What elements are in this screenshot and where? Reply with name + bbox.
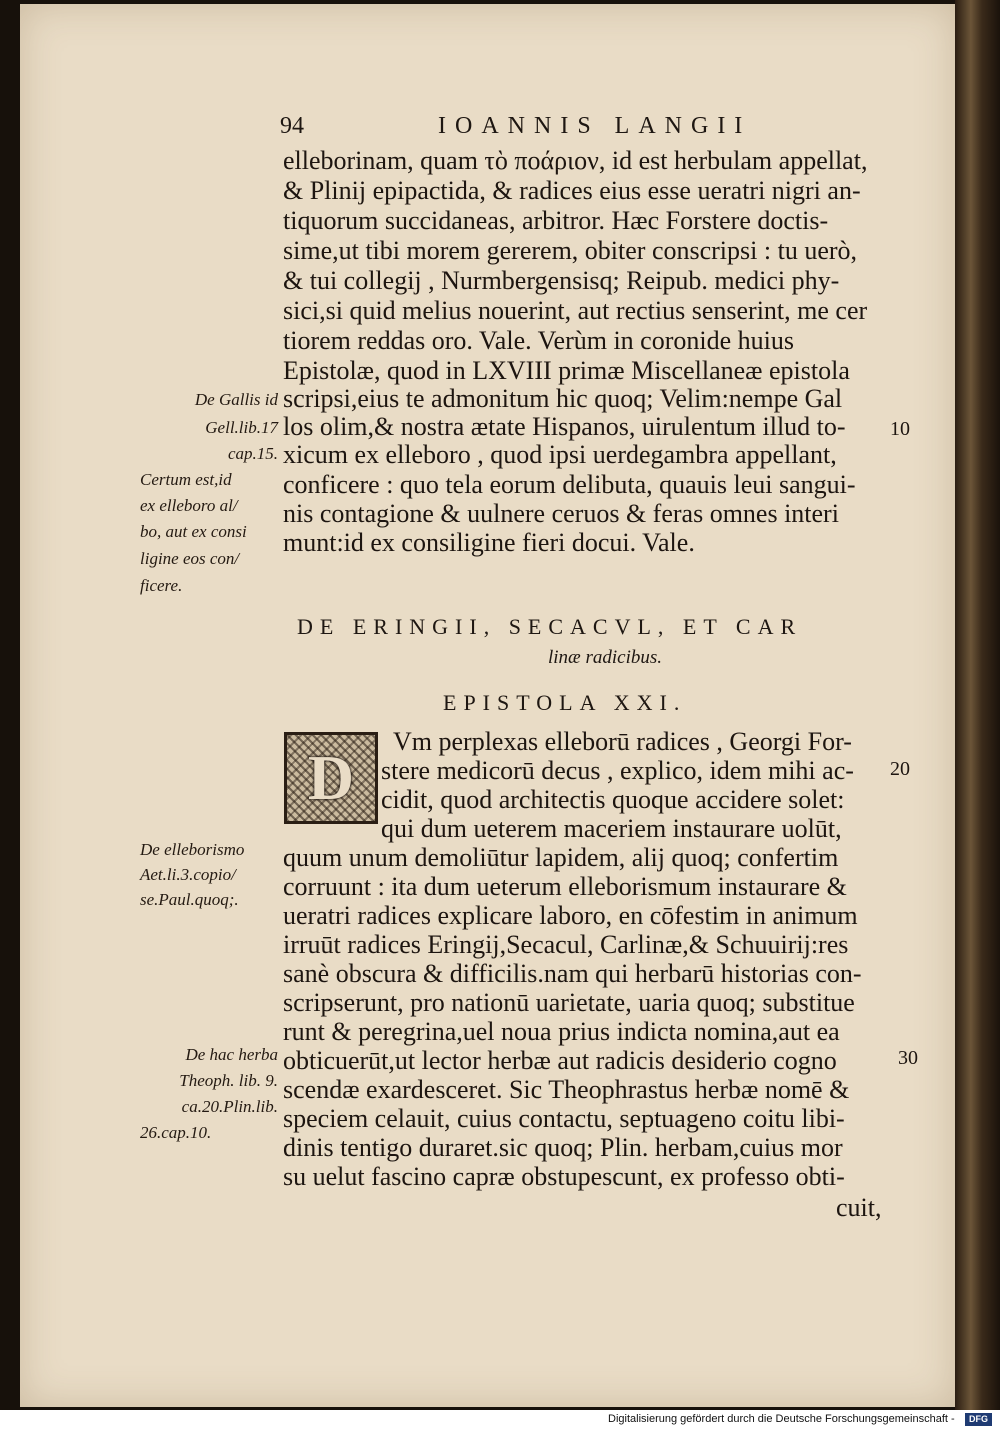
text-line: Epistolæ, quod in LXVIII primæ Miscellaneæ epistola xyxy=(283,356,850,385)
margin-note: De elleborismo xyxy=(140,840,245,859)
margin-note: ligine eos con/ xyxy=(140,549,240,568)
text-line: corruunt : ita dum ueterum elleborismum instaurare & xyxy=(283,872,847,901)
text-line: sime,ut tibi morem gererem, obiter conscripsi : tu uerò, xyxy=(283,236,858,265)
page-number: 94 xyxy=(280,113,304,139)
text-line: conficere : quo tela eorum delibuta, quauis leui sangui- xyxy=(283,470,856,499)
text-line: munt:id ex consiligine fieri docui. Vale. xyxy=(283,528,695,557)
margin-note: De hac herba xyxy=(185,1045,278,1064)
margin-note: Theoph. lib. 9. xyxy=(179,1071,278,1090)
text-line: scendæ exardesceret. Sic Theophrastus herbæ nomē & xyxy=(283,1075,850,1104)
decorated-initial xyxy=(284,732,378,824)
margin-note: 26.cap.10. xyxy=(140,1123,212,1142)
page-edge xyxy=(955,0,1000,1410)
line-number: 10 xyxy=(890,418,910,440)
margin-note: Aet.li.3.copio/ xyxy=(140,865,236,884)
margin-note: cap.15. xyxy=(227,444,278,463)
text-line: quum unum demoliūtur lapidem, alij quoq; confertim xyxy=(283,843,839,872)
line-number: 20 xyxy=(890,758,910,780)
text-line: scripserunt, pro nationū uarietate, uaria quoq; substitue xyxy=(283,988,855,1017)
text-line: cuit, xyxy=(836,1193,882,1222)
text-line: obticuerūt,ut lector herbæ aut radicis desiderio cogno xyxy=(283,1046,837,1075)
digitization-credit: Digitalisierung gefördert durch die Deutsche Forschungsgemeinschaft - xyxy=(608,1413,955,1425)
initial-letter: D xyxy=(307,742,355,813)
margin-note: se.Paul.quoq;. xyxy=(140,890,239,909)
text-line: sici,si quid melius nouerint, aut rectius senserint, me cer xyxy=(283,296,868,325)
margin-note: Gell.lib.17 xyxy=(205,418,278,437)
margin-note: ex elleboro al/ xyxy=(140,496,238,515)
text-line: cidit, quod architectis quoque accidere solet: xyxy=(381,785,845,814)
margin-note: Certum est,id xyxy=(140,470,232,489)
text-line: qui dum ueterem maceriem instaurare uolūt, xyxy=(381,814,842,843)
margin-note: ficere. xyxy=(140,576,183,595)
margin-note: ca.20.Plin.lib. xyxy=(181,1097,278,1116)
text-line: tiquorum succidaneas, arbitror. Hæc Forstere doctis- xyxy=(283,206,829,235)
text-line: speciem celauit, cuius contactu, septuageno coitu libi- xyxy=(283,1104,845,1133)
margin-note: bo, aut ex consi xyxy=(140,522,247,541)
text-line: scripsi,eius te admonitum hic quoq; Velim:nempe Gal xyxy=(283,384,843,413)
text-line: runt & peregrina,uel noua prius indicta nomina,aut ea xyxy=(283,1017,840,1046)
epistola-heading: EPISTOLA XXI. xyxy=(443,690,687,715)
text-line: xicum ex elleboro , quod ipsi uerdegambra appellant, xyxy=(283,440,837,469)
text-line: stere medicorū decus , explico, idem mihi ac- xyxy=(381,756,854,785)
text-line: sanè obscura & difficilis.nam qui herbarū historias con- xyxy=(283,959,862,988)
text-line: & Plinij epipactida, & radices eius esse ueratri nigri an- xyxy=(283,176,861,205)
dfg-logo: DFG xyxy=(965,1413,992,1426)
text-line: los olim,& nostra ætate Hispanos, uirulentum illud to- xyxy=(283,412,846,441)
text-line: ueratri radices explicare laboro, en cōfestim in animum xyxy=(283,901,858,930)
text-line: su uelut fascino capræ obstupescunt, ex professo obti- xyxy=(283,1162,845,1191)
margin-note: De Gallis id xyxy=(194,390,278,409)
running-title: IOANNIS LANGII xyxy=(438,113,752,139)
text-line: tiorem reddas oro. Vale. Verùm in coronide huius xyxy=(283,326,794,355)
text-line: Vm perplexas elleborū radices , Georgi For- xyxy=(393,727,852,756)
section-title-continued: linæ radicibus. xyxy=(548,647,663,668)
section-title: DE ERINGII, SECACVL, ET CAR xyxy=(297,614,803,639)
text-line: dinis tentigo duraret.sic quoq; Plin. herbam,cuius mor xyxy=(283,1133,843,1162)
text-line: nis contagione & uulnere ceruos & feras omnes interi xyxy=(283,499,839,528)
text-line: elleborinam, quam τὸ ποάριον, id est herbulam appellat, xyxy=(283,146,868,175)
text-line: irruūt radices Eringij,Secacul, Carlinæ,& Schuuirij:res xyxy=(283,930,849,959)
running-head xyxy=(280,113,760,143)
text-line: & tui collegij , Nurmbergensisq; Reipub. medici phy- xyxy=(283,266,840,295)
line-number: 30 xyxy=(898,1047,918,1069)
